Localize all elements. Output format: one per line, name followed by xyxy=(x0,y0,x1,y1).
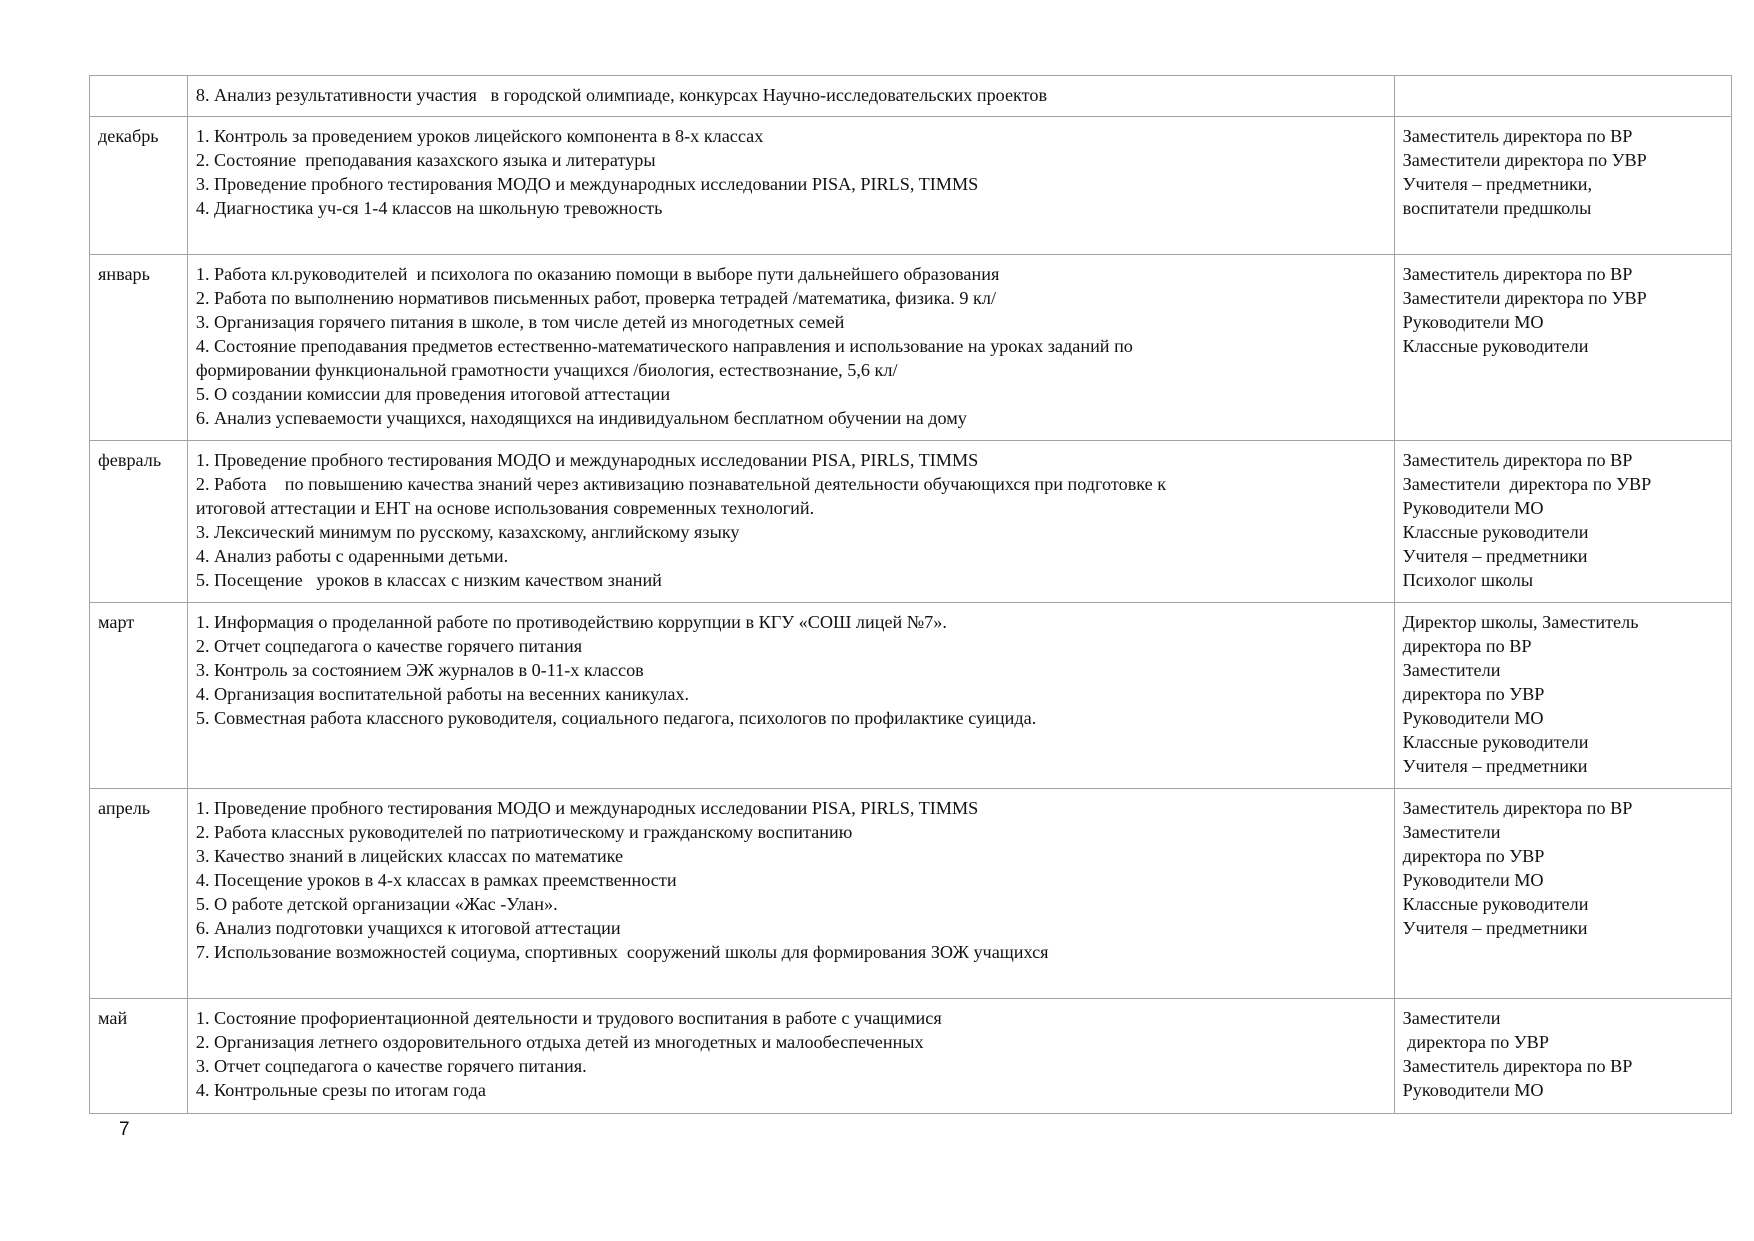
item-line: формировании функциональной грамотности учащихся /биология, естествознание, 5,6 кл/ xyxy=(195,360,898,380)
responsible-line: Руководители МО xyxy=(1402,1080,1544,1100)
item-line: 5. Посещение уроков в классах с низким качеством знаний xyxy=(195,570,662,590)
item-line: 7. Использование возможностей социума, спортивных сооружений школы для формирования ЗОЖ учащихся xyxy=(195,942,1049,962)
responsible-cell xyxy=(1394,603,1731,789)
responsible-cell xyxy=(1394,789,1731,999)
table-row xyxy=(90,441,1732,603)
item-line: итоговой аттестации и ЕНТ на основе использования современных технологий. xyxy=(195,498,815,518)
responsible-line: Заместитель директора по ВР xyxy=(1402,450,1633,470)
responsible-line: Заместитель директора по ВР xyxy=(1402,1056,1633,1076)
item-line: 3. Отчет соцпедагога о качестве горячего питания. xyxy=(195,1056,587,1076)
responsible-line: Учителя – предметники xyxy=(1402,546,1588,566)
item-line: 2. Состояние преподавания казахского языка и литературы xyxy=(195,150,656,170)
item-line: 4. Диагностика уч-ся 1-4 классов на школьную тревожность xyxy=(195,198,663,218)
item-line: 4. Организация воспитательной работы на весенних каникулах. xyxy=(195,684,690,704)
item-line: 4. Посещение уроков в 4-х классах в рамках преемственности xyxy=(195,870,677,890)
responsible-line: воспитатели предшколы xyxy=(1402,198,1592,218)
responsible-line: Психолог школы xyxy=(1402,570,1534,590)
responsible-line: Учителя – предметники xyxy=(1402,918,1588,938)
items-cell xyxy=(187,117,1394,255)
month-cell xyxy=(90,76,188,117)
responsible-line: Директор школы, Заместитель xyxy=(1402,612,1639,632)
responsible-line: Заместители xyxy=(1402,822,1501,842)
item-line: 5. О работе детской организации «Жас -Улан». xyxy=(195,894,558,914)
table-row xyxy=(90,76,1732,117)
item-line: 2. Работа классных руководителей по патриотическому и гражданскому воспитанию xyxy=(195,822,853,842)
month-cell: декабрь xyxy=(90,117,188,255)
responsible-cell xyxy=(1394,441,1731,603)
responsible-line: Учителя – предметники xyxy=(1402,756,1588,776)
responsible-line: Руководители МО xyxy=(1402,708,1544,728)
item-line: 4. Состояние преподавания предметов естественно-математического направления и использование на уроках заданий по xyxy=(195,336,1133,356)
responsible-line: Заместители директора по УВР xyxy=(1402,474,1652,494)
item-line: 2. Отчет соцпедагога о качестве горячего питания xyxy=(195,636,583,656)
item-line: 2. Работа по выполнению нормативов письменных работ, проверка тетрадей /математика, физика. 9 кл/ xyxy=(195,288,996,308)
responsible-line: Руководители МО xyxy=(1402,498,1544,518)
items-cell xyxy=(187,999,1394,1114)
month-cell: март xyxy=(90,603,188,789)
responsible-line: директора по ВР xyxy=(1402,636,1532,656)
responsible-cell xyxy=(1394,255,1731,441)
responsible-line: Классные руководители xyxy=(1402,732,1589,752)
item-line: 1. Контроль за проведением уроков лицейского компонента в 8-х классах xyxy=(195,126,764,146)
responsible-line: Классные руководители xyxy=(1402,522,1589,542)
item-line: 1. Состояние профориентационной деятельности и трудового воспитания в работе с учащимися xyxy=(195,1008,942,1028)
responsible-line: Заместители xyxy=(1402,660,1501,680)
item-line: 4. Контрольные срезы по итогам года xyxy=(195,1080,486,1100)
responsible-line: Заместитель директора по ВР xyxy=(1402,798,1633,818)
responsible-line: Заместители директора по УВР xyxy=(1402,150,1647,170)
responsible-line: директора по УВР xyxy=(1402,684,1545,704)
responsible-line: Заместитель директора по ВР xyxy=(1402,264,1633,284)
table-row xyxy=(90,255,1732,441)
table-row xyxy=(90,117,1732,255)
month-cell: февраль xyxy=(90,441,188,603)
responsible-line: Заместитель директора по ВР xyxy=(1402,126,1633,146)
item-line: 2. Работа по повышению качества знаний через активизацию познавательной деятельности обучающихся при подготовке к xyxy=(195,474,1167,494)
plan-table-body xyxy=(90,76,1732,1114)
item-line: 4. Анализ работы с одаренными детьми. xyxy=(195,546,509,566)
responsible-line: Руководители МО xyxy=(1402,312,1544,332)
item-line: 1. Проведение пробного тестирования МОДО и международных исследовании PISA, PIRLS, TIMMS xyxy=(195,450,979,470)
month-cell: апрель xyxy=(90,789,188,999)
item-line: 6. Анализ успеваемости учащихся, находящихся на индивидуальном бесплатном обучении на дому xyxy=(195,408,967,428)
page-number: 7 xyxy=(119,1119,130,1140)
item-line: 5. Совместная работа классного руководителя, социального педагога, психологов по профилактике суицида. xyxy=(195,708,1037,728)
responsible-line: директора по УВР xyxy=(1402,1032,1549,1052)
responsible-line: Заместители директора по УВР xyxy=(1402,288,1647,308)
responsible-line: Руководители МО xyxy=(1402,870,1544,890)
item-line: 5. О создании комиссии для проведения итоговой аттестации xyxy=(195,384,671,404)
responsible-cell xyxy=(1394,76,1731,117)
item-line: 8. Анализ результативности участия в городской олимпиаде, конкурсах Научно-исследовательских проектов xyxy=(195,85,1048,105)
month-cell: январь xyxy=(90,255,188,441)
item-line: 3. Контроль за состоянием ЭЖ журналов в 0-11-х классов xyxy=(195,660,644,680)
items-cell xyxy=(187,603,1394,789)
plan-table xyxy=(89,75,1732,1114)
items-cell xyxy=(187,789,1394,999)
item-line: 2. Организация летнего оздоровительного отдыха детей из многодетных и малообеспеченных xyxy=(195,1032,924,1052)
responsible-line: Учителя – предметники, xyxy=(1402,174,1593,194)
responsible-line: Заместители xyxy=(1402,1008,1501,1028)
month-cell: май xyxy=(90,999,188,1114)
items-cell xyxy=(187,76,1394,117)
item-line: 6. Анализ подготовки учащихся к итоговой аттестации xyxy=(195,918,621,938)
responsible-line: Классные руководители xyxy=(1402,336,1589,356)
table-row xyxy=(90,603,1732,789)
responsible-line: директора по УВР xyxy=(1402,846,1545,866)
items-cell xyxy=(187,255,1394,441)
item-line: 3. Проведение пробного тестирования МОДО и международных исследовании PISA, PIRLS, TIMMS xyxy=(195,174,979,194)
table-row xyxy=(90,789,1732,999)
item-line: 3. Качество знаний в лицейских классах по математике xyxy=(195,846,624,866)
item-line: 1. Работа кл.руководителей и психолога по оказанию помощи в выборе пути дальнейшего образования xyxy=(195,264,1000,284)
table-row xyxy=(90,999,1732,1114)
item-line: 1. Проведение пробного тестирования МОДО и международных исследовании PISA, PIRLS, TIMMS xyxy=(195,798,979,818)
item-line: 3. Лексический минимум по русскому, казахскому, английскому языку xyxy=(195,522,740,542)
responsible-cell xyxy=(1394,999,1731,1114)
responsible-cell xyxy=(1394,117,1731,255)
responsible-line: Классные руководители xyxy=(1402,894,1589,914)
item-line: 3. Организация горячего питания в школе, в том числе детей из многодетных семей xyxy=(195,312,845,332)
item-line: 1. Информация о проделанной работе по противодействию коррупции в КГУ «СОШ лицей №7». xyxy=(195,612,947,632)
items-cell xyxy=(187,441,1394,603)
